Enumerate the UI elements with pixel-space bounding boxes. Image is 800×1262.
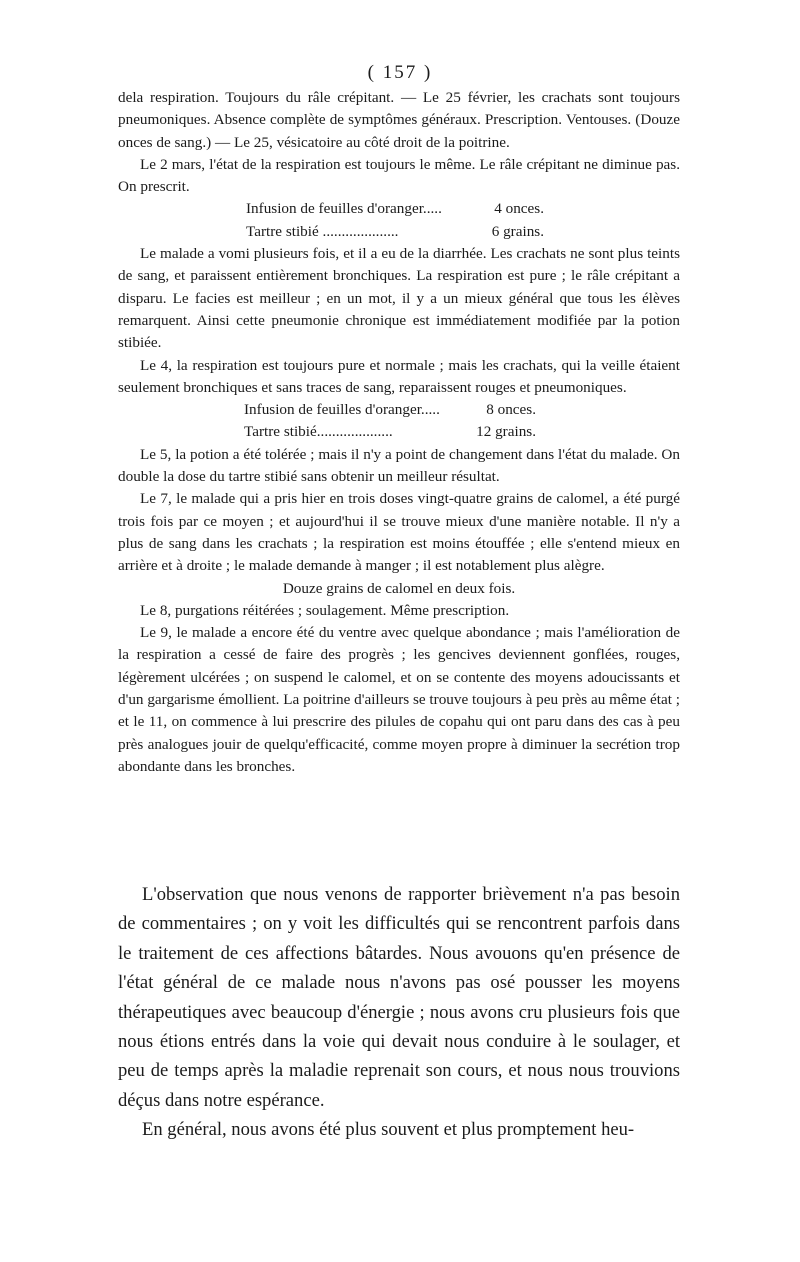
prescription-dose: 6 grains. [491, 222, 544, 240]
prescription-line [244, 399, 536, 421]
prescription-dose: 12 grains. [476, 423, 536, 441]
case-report-small-text [118, 87, 680, 778]
commentary-large-text [118, 880, 680, 1145]
prescription-line [246, 198, 544, 220]
prescription-line [246, 221, 544, 243]
paragraph: Le 2 mars, l'état de la respiration est toujours le même. Le râle crépitant ne diminue pas. On prescrit. [118, 155, 680, 196]
paragraph: Le 5, la potion a été tolérée ; mais il n'y a point de changement dans l'état du malade. On double la dose du tartre stibié sans obtenir un meilleur résultat. [118, 445, 680, 486]
prescription-dose: 8 onces. [486, 401, 536, 419]
paragraph: Le 4, la respiration est toujours pure et normale ; mais les crachats, qui la veille étaient seulement bronchiques et sans traces de sang, reparaissent rouges et pneumoniques. [118, 356, 680, 396]
prescription-dose: 4 onces. [494, 200, 544, 218]
page-number: ( 157 ) [367, 62, 433, 83]
paragraph: Le 8, purgations réitérées ; soulagement. Même prescription. [140, 601, 510, 619]
paragraph: Le 9, le malade a encore été du ventre avec quelque abondance ; mais l'amélioration de la respiration a cessé de faire des progrès ; les gencives deviennent gonflées, rouges, légèrement ulcérées ; on suspend le calomel, et on se contente des moyens adoucissants et d'un gargarisme émollient. La poitrine d'ailleurs se trouve toujours à peu près au même état ; et le 11, on commence à lui prescrire des pilules de copahu qui ont paru dans des cas à peu près analogues jouir de quelqu'efficacité, comme moyen propre à diminuer la secrétion trop abondante dans les bronches. [118, 624, 680, 775]
paragraph: En général, nous avons été plus souvent et plus promptement heu- [142, 1119, 635, 1141]
paragraph: Le 7, le malade qui a pris hier en trois doses vingt-quatre grains de calomel, a été purgé trois fois par ce moyen ; et aujourd'hui il se trouve mieux d'une manière notable. Il n'y a plus de sang dans les crachats ; la respiration est moins étouffée ; elle s'entend mieux en arrière et à droite ; le malade demande à manger ; il est notablement plus alègre. [118, 490, 680, 575]
prescription-item: Infusion de feuilles d'oranger..... [244, 401, 440, 419]
prescription-centered: Douze grains de calomel en deux fois. [282, 579, 516, 597]
prescription-item: Infusion de feuilles d'oranger..... [246, 200, 442, 218]
prescription-item: Tartre stibié .................... [246, 222, 399, 240]
paragraph: dela respiration. Toujours du râle crépitant. — Le 25 février, les crachats sont toujours pneumoniques. Absence complète de symptômes généraux. Prescription. Ventouses. (Douze onces de sang.) — Le 25, vésicatoire au côté droit de la poitrine. [118, 89, 680, 151]
paragraph: L'observation que nous venons de rapporter brièvement n'a pas besoin de commentaires ; on y voit les difficultés qui se rencontrent parfois dans le traitement de ces affections bâtardes. Nous avouons qu'en présence de l'état général de ce malade nous n'avons pas osé pousser les moyens thérapeutiques avec beaucoup d'énergie ; nous avons cru plusieurs fois que nous étions entrés dans la voie qui devait nous conduire à le soulager, et peu de temps après la maladie reprenait son cours, et nous nous trouvions déçus dans notre espérance. [118, 884, 680, 1111]
prescription-line [244, 421, 536, 443]
prescription-item: Tartre stibié.................... [244, 423, 393, 441]
paragraph: Le malade a vomi plusieurs fois, et il a eu de la diarrhée. Les crachats ne sont plus teints de sang, et paraissent entièrement bronchiques. La respiration est pure ; le râle crépitant a disparu. Le facies est meilleur ; en un mot, il y a un mieux général que tous les élèves remarquent. Ainsi cette pneumonie chronique est immédiatement modifiée par la potion stibiée. [118, 245, 680, 352]
